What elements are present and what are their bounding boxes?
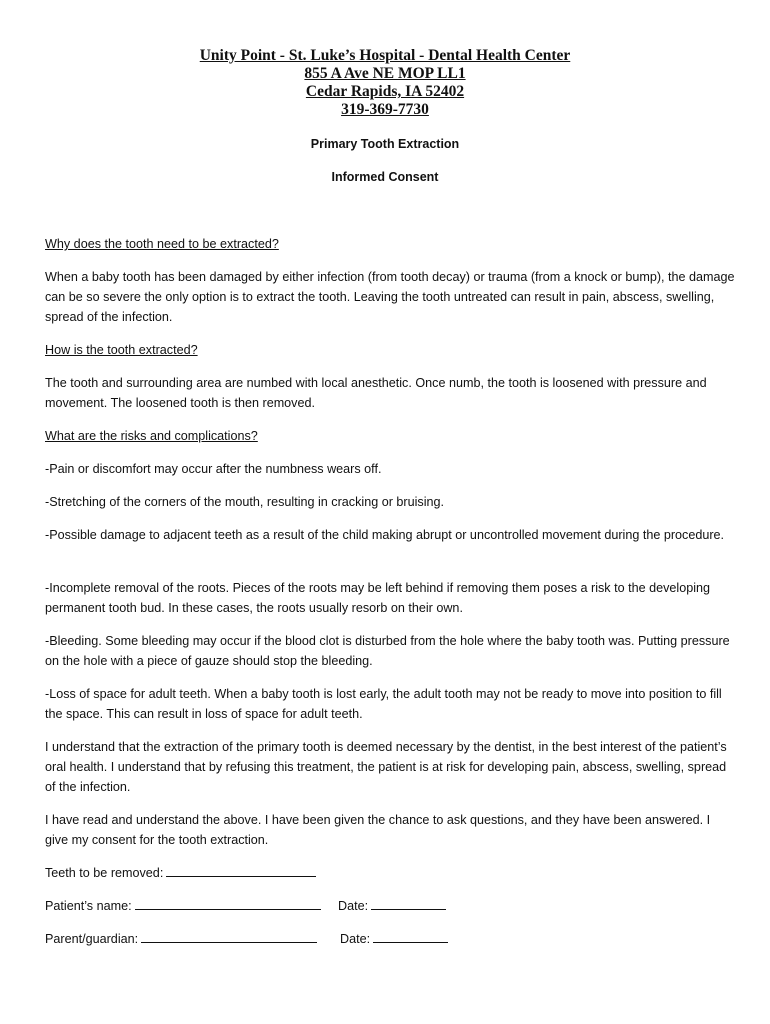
risk-item: -Pain or discomfort may occur after the numbness wears off. bbox=[45, 462, 382, 476]
patient-date-input-line[interactable] bbox=[371, 896, 446, 910]
parent-guardian-input-line[interactable] bbox=[141, 929, 317, 943]
parent-date-row bbox=[340, 929, 448, 948]
document-title: Primary Tooth Extraction bbox=[310, 137, 460, 151]
understand-paragraph: I understand that the extraction of the primary tooth is deemed necessary by the dentist, in the best interest of the patient’s oral health. I understand that by refusing this treatment, the patient is at risk for developing pain, abscess, swelling, spread of the infection. bbox=[45, 740, 727, 794]
hospital-city: Cedar Rapids, IA 52402 bbox=[305, 83, 465, 100]
risk-item: -Stretching of the corners of the mouth, resulting in cracking or bruising. bbox=[45, 495, 444, 509]
parent-guardian-label: Parent/guardian: bbox=[45, 932, 139, 946]
patient-name-label: Patient’s name: bbox=[45, 899, 132, 913]
teeth-field-row bbox=[45, 863, 316, 882]
hospital-name: Unity Point - St. Luke’s Hospital - Dental Health Center bbox=[199, 47, 571, 64]
why-heading: Why does the tooth need to be extracted? bbox=[45, 237, 279, 251]
risk-item: -Loss of space for adult teeth. When a baby tooth is lost early, the adult tooth may not be ready to move into position to fill the space. This can result in loss of space for adult teeth. bbox=[45, 687, 722, 721]
hospital-address: 855 A Ave NE MOP LL1 bbox=[304, 65, 466, 82]
date-label: Date: bbox=[340, 932, 371, 946]
hospital-phone: 319-369-7730 bbox=[341, 101, 429, 118]
how-paragraph: The tooth and surrounding area are numbed with local anesthetic. Once numb, the tooth is loosened with pressure and movement. The loosened tooth is then removed. bbox=[45, 376, 707, 410]
risk-item: -Incomplete removal of the roots. Pieces of the roots may be left behind if removing them poses a risk to the developing permanent tooth bud. In these cases, the roots usually resorb on their own. bbox=[45, 581, 711, 615]
parent-date-input-line[interactable] bbox=[373, 929, 448, 943]
teeth-label: Teeth to be removed: bbox=[45, 866, 164, 880]
why-paragraph: When a baby tooth has been damaged by either infection (from tooth decay) or trauma (from a knock or bump), the damage can be so severe the only option is to extract the tooth. Leaving the tooth untreated can result in pain, abscess, swelling, spread of the infection. bbox=[45, 270, 735, 324]
risk-item: -Possible damage to adjacent teeth as a result of the child making abrupt or uncontrolled movement during the procedure. bbox=[45, 528, 725, 542]
patient-name-input-line[interactable] bbox=[135, 896, 321, 910]
risks-heading: What are the risks and complications? bbox=[45, 429, 258, 443]
patient-date-row bbox=[338, 896, 446, 915]
teeth-input-line[interactable] bbox=[166, 863, 316, 877]
risk-item: -Bleeding. Some bleeding may occur if the blood clot is disturbed from the hole where the baby tooth was. Putting pressure on the hole with a piece of gauze should stop the bleeding. bbox=[45, 634, 730, 668]
consent-paragraph: I have read and understand the above. I have been given the chance to ask questions, and they have been answered. I give my consent for the tooth extraction. bbox=[45, 813, 711, 847]
parent-field-row bbox=[45, 929, 317, 948]
how-heading: How is the tooth extracted? bbox=[45, 343, 198, 357]
date-label: Date: bbox=[338, 899, 369, 913]
document-subtitle: Informed Consent bbox=[331, 170, 439, 184]
patient-field-row bbox=[45, 896, 321, 915]
